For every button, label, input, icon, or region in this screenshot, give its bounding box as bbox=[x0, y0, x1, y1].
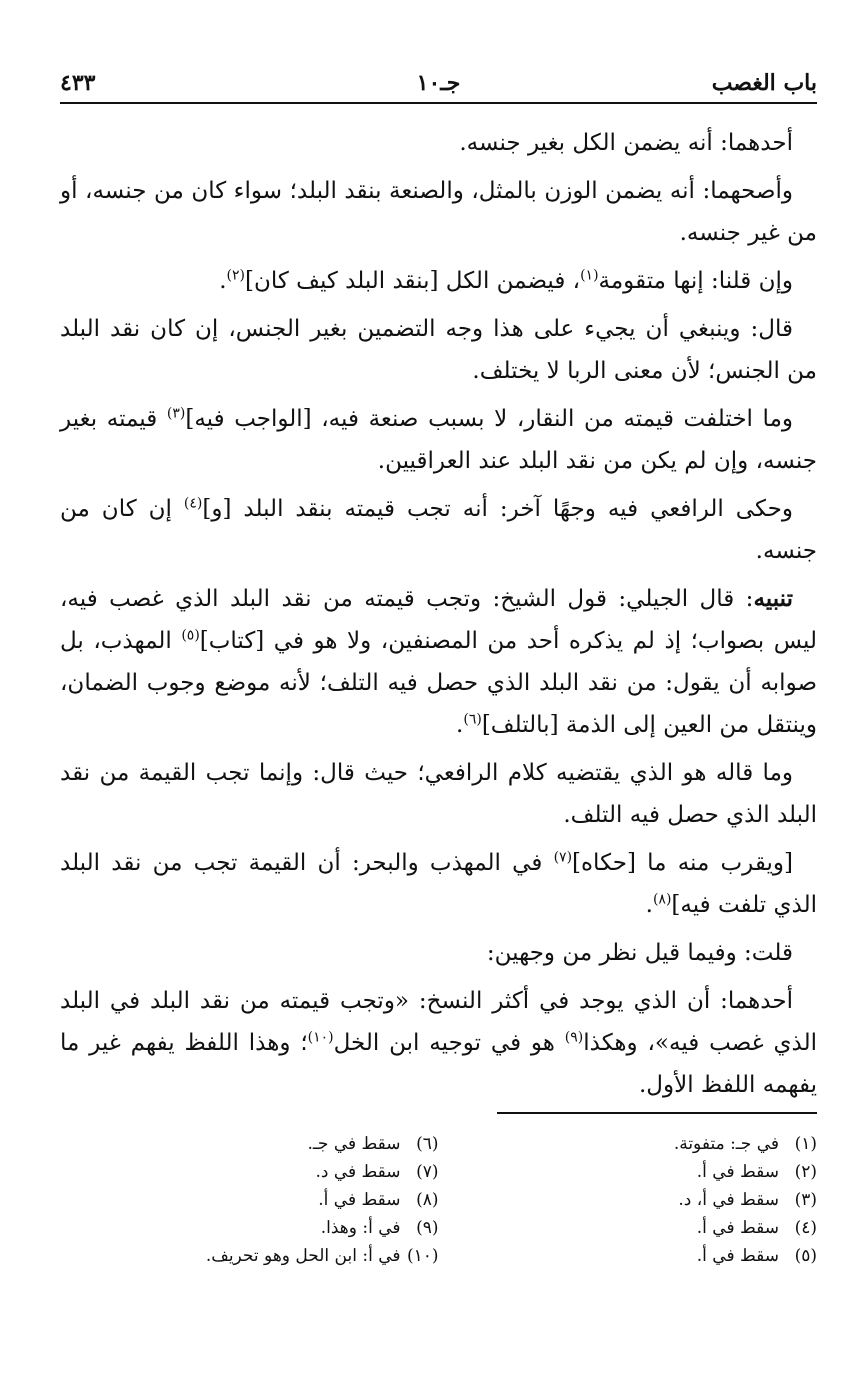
footnote-number: (٧) bbox=[416, 1162, 439, 1182]
footnote-number: (٤) bbox=[794, 1218, 817, 1238]
text-run: [ويقرب منه ما [حكاه] bbox=[572, 850, 793, 876]
footnote-text: سقط في أ. bbox=[318, 1190, 401, 1210]
book-page bbox=[60, 50, 817, 1339]
text-run: وحكى الرافعي فيه وجهًا آخر: أنه تجب قيمته بنقد البلد [و] bbox=[202, 496, 794, 522]
footnote-ref: (٩) bbox=[564, 1029, 584, 1046]
footnote-text: سقط في د. bbox=[315, 1162, 401, 1182]
paragraph bbox=[60, 932, 817, 974]
text-run: . bbox=[645, 892, 653, 918]
paragraph bbox=[60, 842, 817, 926]
text-run: إن كان من جنسه. bbox=[60, 496, 817, 564]
footnote-number: (٦) bbox=[416, 1134, 439, 1154]
paragraph bbox=[60, 752, 817, 836]
footnote-text: في أ: وهذا. bbox=[320, 1218, 401, 1238]
paragraph bbox=[60, 308, 817, 392]
text-run: أحدهما: أنه يضمن الكل بغير جنسه. bbox=[459, 130, 793, 156]
footnote bbox=[60, 1130, 439, 1158]
paragraph bbox=[60, 170, 817, 254]
footnote bbox=[60, 1242, 439, 1270]
footnote-ref: (٤) bbox=[183, 495, 203, 512]
footnote-number: (٥) bbox=[794, 1246, 817, 1266]
footnote-ref: (١) bbox=[580, 267, 599, 284]
volume-label: جـ١٠ bbox=[416, 70, 461, 96]
text-run: وأصحهما: أنه يضمن الوزن بالمثل، والصنعة بنقد البلد؛ سواء كان من جنسه، أو من غير جنسه. bbox=[60, 178, 817, 246]
paragraph bbox=[60, 488, 817, 572]
footnote-number: (٢) bbox=[794, 1162, 817, 1182]
text-run: المهذب، بل صوابه أن يقول: من نقد البلد الذي حصل فيه التلف؛ لأنه موضع وجوب الضمان، وينتقل من العين إلى الذمة [بالتلف] bbox=[60, 628, 817, 738]
paragraph bbox=[60, 122, 817, 164]
footnote-number: (١) bbox=[794, 1134, 817, 1154]
paragraph bbox=[60, 260, 817, 302]
running-header bbox=[60, 50, 817, 104]
footnote-text: في أ: ابن الحل وهو تحريف. bbox=[205, 1246, 401, 1266]
text-run: قلت: وفيما قيل نظر من وجهين: bbox=[486, 940, 793, 966]
footnotes-right-column bbox=[439, 1130, 818, 1270]
footnote-ref: (٦) bbox=[463, 711, 482, 728]
text-run: ، فيضمن الكل [بنقد البلد كيف كان] bbox=[245, 268, 581, 294]
text-run: قال: وينبغي أن يجيء على هذا وجه التضمين بغير الجنس، إن كان نقد البلد من الجنس؛ لأن معنى الربا لا يختلف. bbox=[60, 316, 817, 384]
paragraph bbox=[60, 980, 817, 1106]
footnote bbox=[60, 1186, 439, 1214]
note-label: تنبيه bbox=[753, 585, 793, 612]
text-run: : قال الجيلي: قول الشيخ: وتجب قيمته من نقد البلد الذي غصب فيه، ليس بصواب؛ إذ لم يذكره أحد من المصنفين، ولا هو في [كتاب] bbox=[60, 586, 817, 654]
footnote-number: (٣) bbox=[794, 1190, 817, 1210]
footnote-ref: (٢) bbox=[226, 267, 245, 284]
text-run: قيمته بغير جنسه، وإن لم يكن من نقد البلد عند العراقيين. bbox=[60, 406, 817, 474]
text-run: هو في توجيه ابن الخل bbox=[333, 1030, 565, 1056]
text-run: ؛ وهذا اللفظ يفهم غير ما يفهمه اللفظ الأول. bbox=[60, 1030, 817, 1098]
paragraph bbox=[60, 578, 817, 746]
footnote-number: (١٠) bbox=[406, 1246, 439, 1266]
page-number: ٤٣٣ bbox=[60, 70, 96, 96]
footnote bbox=[439, 1186, 818, 1214]
footnote-ref: (٧) bbox=[553, 849, 573, 866]
footnote bbox=[439, 1130, 818, 1158]
footnote-ref: (٣) bbox=[166, 405, 186, 422]
footnote bbox=[439, 1214, 818, 1242]
footnote-ref: (٨) bbox=[652, 891, 672, 908]
footnotes bbox=[60, 1130, 817, 1270]
footnote-text: سقط في أ، د. bbox=[678, 1190, 779, 1210]
text-run: . bbox=[219, 268, 227, 294]
text-run: وإن قلنا: إنها متقومة bbox=[598, 268, 793, 294]
text-run: . bbox=[456, 712, 464, 738]
text-run: وما اختلفت قيمته من النقار، لا بسبب صنعة فيه، [الواجب فيه] bbox=[185, 406, 793, 432]
footnote-text: سقط في أ. bbox=[696, 1246, 779, 1266]
paragraph bbox=[60, 398, 817, 482]
footnotes-left-column bbox=[60, 1130, 439, 1270]
footnote-ref: (٥) bbox=[181, 627, 200, 644]
footnote-number: (٨) bbox=[416, 1190, 439, 1210]
footnote-text: سقط في أ. bbox=[696, 1162, 779, 1182]
footnote-text: في جـ: متفوتة. bbox=[673, 1134, 779, 1154]
section-title: باب الغصب bbox=[711, 70, 817, 96]
text-run: في المهذب والبحر: أن القيمة تجب من نقد البلد الذي تلفت فيه] bbox=[60, 850, 817, 918]
footnote bbox=[60, 1214, 439, 1242]
footnote-ref: (١٠) bbox=[307, 1029, 334, 1046]
footnote-text: سقط في جـ. bbox=[307, 1134, 401, 1154]
footnote-divider bbox=[497, 1112, 817, 1114]
text-run: وما قاله هو الذي يقتضيه كلام الرافعي؛ حيث قال: وإنما تجب القيمة من نقد البلد الذي حصل فيه التلف. bbox=[60, 760, 817, 828]
main-text bbox=[60, 122, 817, 1106]
footnote-text: سقط في أ. bbox=[696, 1218, 779, 1238]
footnote bbox=[439, 1158, 818, 1186]
footnote bbox=[60, 1158, 439, 1186]
text-run: أحدهما: أن الذي يوجد في أكثر النسخ: «وتجب قيمته من نقد البلد في البلد الذي غصب فيه»، وهكذا bbox=[60, 988, 817, 1056]
footnote-number: (٩) bbox=[416, 1218, 439, 1238]
footnote bbox=[439, 1242, 818, 1270]
